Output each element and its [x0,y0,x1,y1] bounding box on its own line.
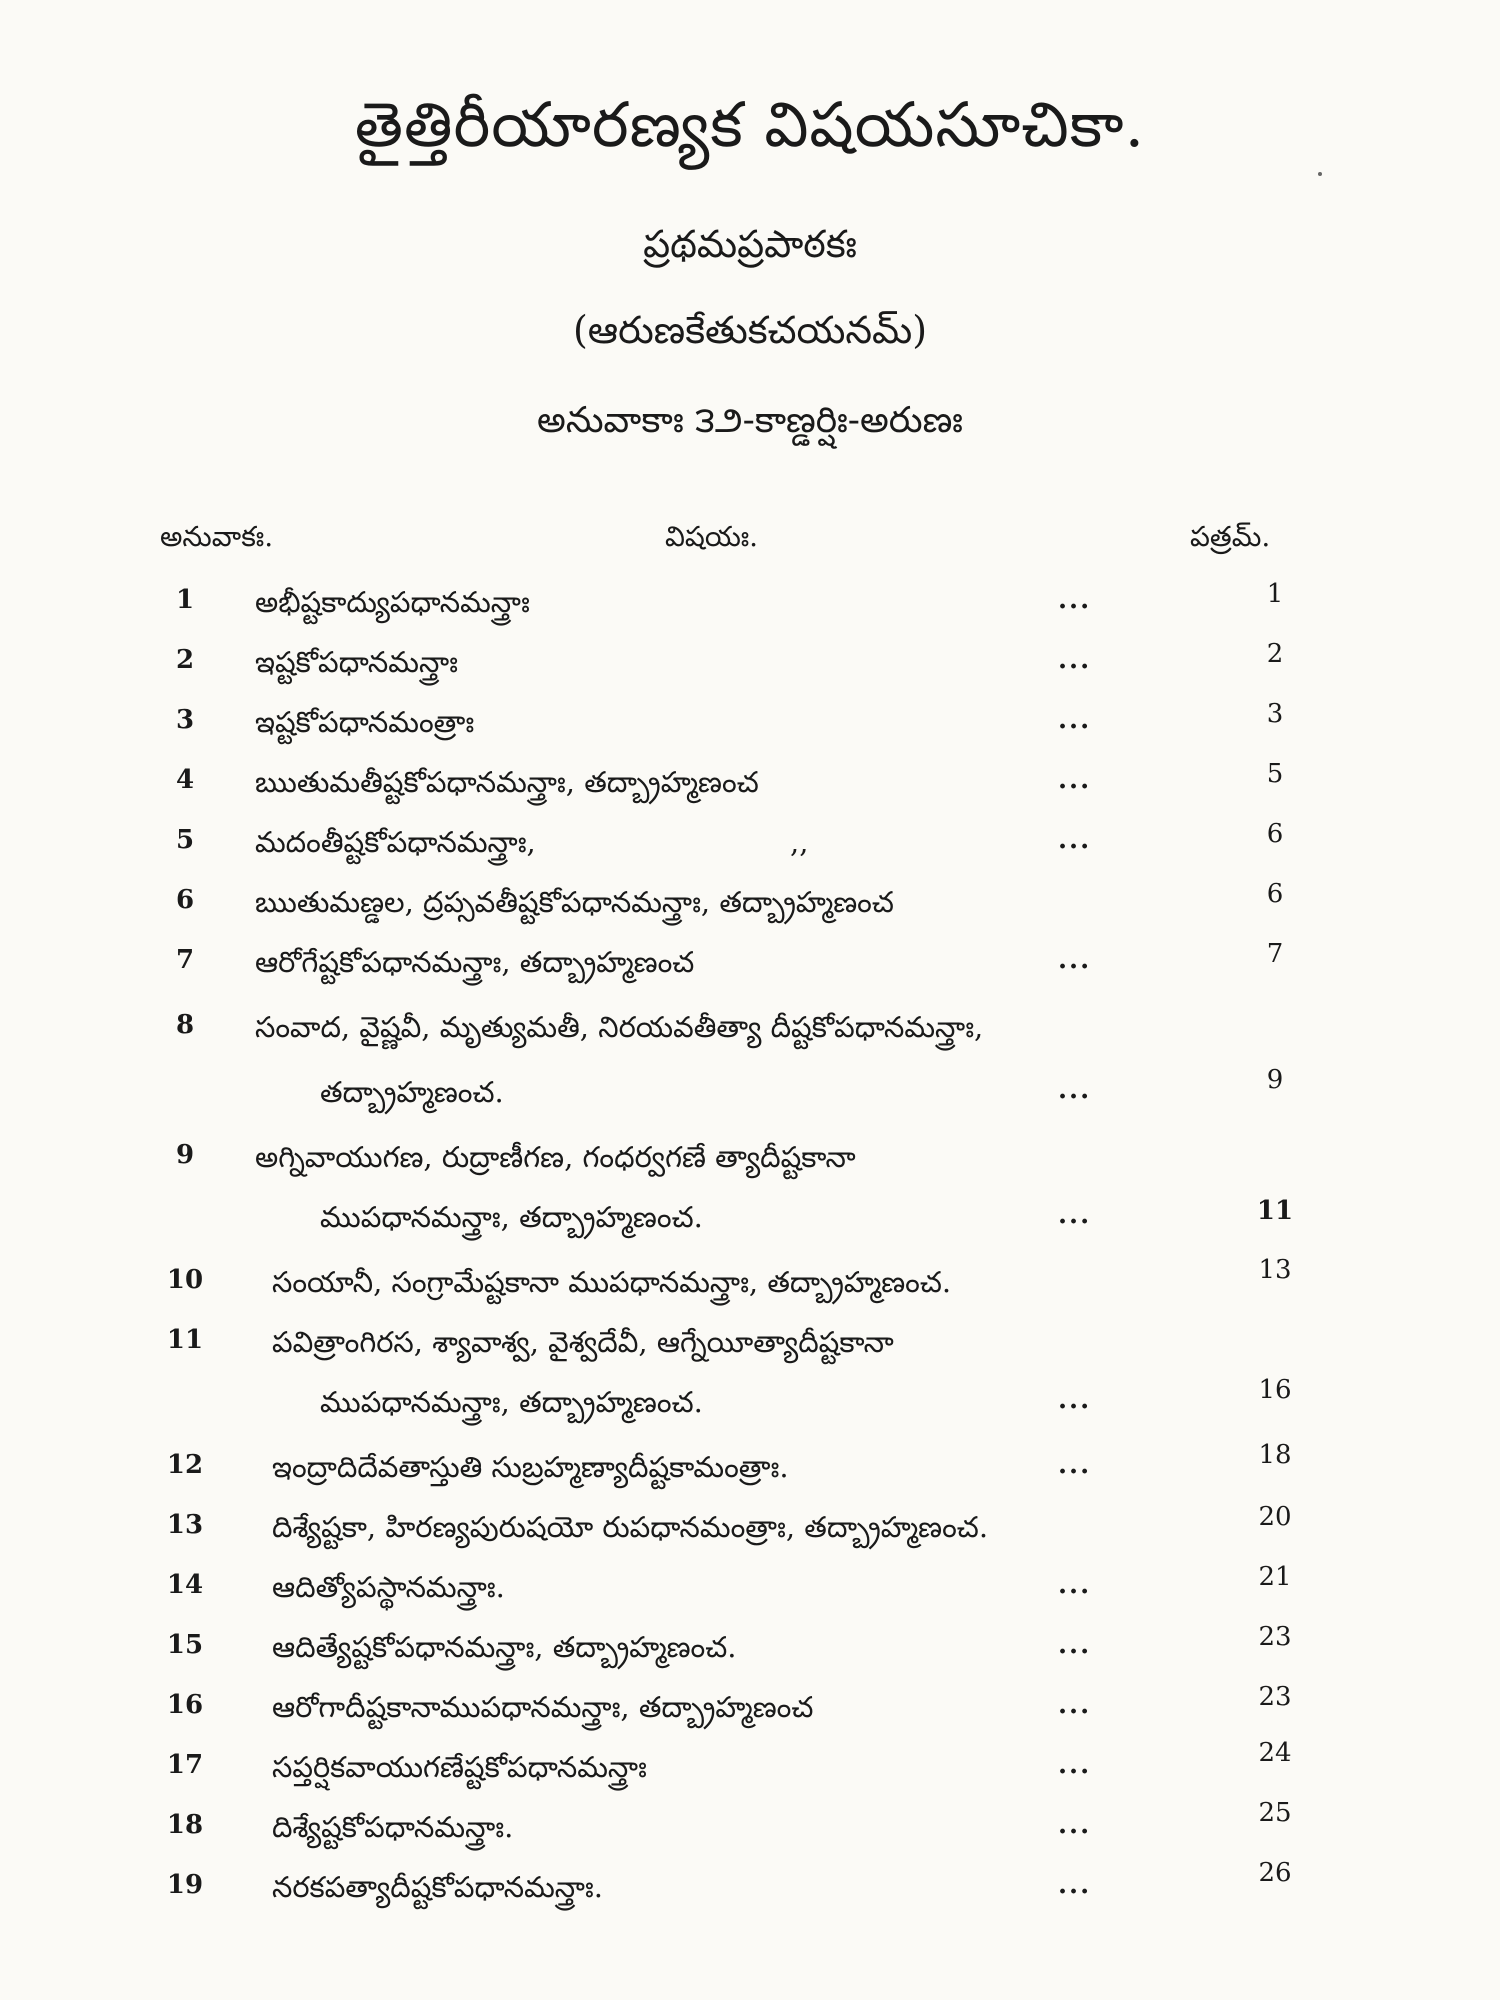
entry-text: ఋతుమతీష్టకోపధానమన్త్రాః, తద్బ్రాహ్మణంచ [255,765,759,799]
anuvaka-number: 5 [175,825,195,855]
entry-text: ఇష్టకోపధానమన్త్రాః [255,645,458,679]
leader-dots: ... [1058,705,1092,735]
page-number: 16 [1258,1375,1292,1405]
entry-text: ఆదిత్యోపస్థానమన్త్రాః. [272,1570,505,1604]
leader-dots: ... [1058,1810,1092,1840]
table-row [0,579,1500,641]
entry-text: ఇంద్రాదిదేవతాస్తుతి సుబ్రహ్మణ్యాదీష్టకామంత్రాః. [272,1450,789,1484]
table-row [0,1622,1500,1686]
entry-text: అభీష్టకాద్యుపధానమన్త్రాః [255,585,530,619]
anuvaka-number: 17 [166,1750,204,1780]
column-header-anuvaka: అనువాకః. [160,520,274,553]
anuvaka-number: 3 [175,705,195,735]
page-number: 24 [1258,1738,1292,1768]
table-row-continuation [0,1065,1500,1131]
entry-text: పవిత్రాంగిరస, శ్యావాశ్వ, వైశ్వదేవీ, ఆగ్నేయీత్యాదీష్టకానా [272,1325,894,1359]
anuvaka-number: 12 [166,1450,204,1480]
leader-dots: ... [1058,765,1092,795]
anuvaka-number: 6 [175,885,195,915]
entry-text: అగ్నివాయుగణ, రుద్రాణీగణ, గంధర్వగణే త్యాదీష్టకానా [255,1140,856,1174]
anuvaka-summary: అనువాకాః ౩౨-కాణ్డర్షిః-అరుణః [537,400,963,441]
entry-text: సంయానీ, సంగ్రామేష్టకానా ముపధానమన్త్రాః, తద్బ్రాహ్మణంచ. [272,1265,952,1299]
table-row [0,639,1500,701]
print-speck [1318,172,1322,176]
table-row [0,1010,1500,1066]
anuvaka-number: 19 [166,1870,204,1900]
leader-dots: ... [1058,1450,1092,1480]
page-number: 6 [1266,819,1284,849]
entry-text: ఇష్టకోపధానమంత్రాః [255,705,475,739]
page-number: 21 [1258,1562,1292,1592]
anuvaka-number: 13 [166,1510,204,1540]
column-header-vishaya: విషయః. [665,520,759,553]
table-row-continuation [0,1196,1500,1256]
page-number: 18 [1258,1440,1292,1470]
leader-dots: ... [1058,1630,1092,1660]
table-row [0,1325,1500,1381]
page-number: 13 [1258,1255,1292,1285]
page-number: 3 [1266,699,1284,729]
ditto-mark: ,, [790,825,809,859]
page-number: 2 [1266,639,1284,669]
page-number: 9 [1266,1065,1284,1095]
page-number: 7 [1266,939,1284,969]
page-number: 25 [1258,1798,1292,1828]
entry-text-continuation: తద్బ్రాహ్మణంచ. [320,1075,504,1109]
entry-text-continuation: ముపధానమన్త్రాః, తద్బ్రాహ్మణంచ. [320,1200,703,1234]
leader-dots: ... [1058,1690,1092,1720]
entry-text: దిశ్యేష్టకోపధానమన్త్రాః. [272,1810,514,1844]
chayana-heading: (ఆరుణకేతుకచయనమ్) [572,308,928,352]
table-row [0,819,1500,881]
anuvaka-number: 16 [166,1690,204,1720]
entry-text: సంవాద, వైష్ణవీ, మృత్యుమతీ, నిరయవతీత్యా దీష్టకోపధానమన్త్రాః, [255,1010,984,1044]
table-row [0,1140,1500,1196]
anuvaka-number: 8 [175,1010,195,1040]
anuvaka-number: 11 [166,1325,204,1355]
entry-text: ఆరోగాదీష్టకానాముపధానమన్త్రాః, తద్బ్రాహ్మణంచ [272,1690,814,1724]
anuvaka-number: 1 [175,585,195,615]
anuvaka-number: 9 [175,1140,195,1170]
table-row [0,939,1500,1001]
table-row [0,1502,1500,1566]
leader-dots: ... [1058,825,1092,855]
entry-text: ఆదిత్యేష్టకోపధానమన్త్రాః, తద్బ్రాహ్మణంచ. [272,1630,737,1664]
entry-text: మదంతీష్టకోపధానమన్త్రాః, [255,825,536,859]
column-header-patram: పత్రమ్. [1190,520,1271,553]
anuvaka-number: 14 [166,1570,204,1600]
leader-dots: ... [1058,1750,1092,1780]
anuvaka-number: 10 [166,1265,204,1295]
anuvaka-number: 2 [175,645,195,675]
table-row [0,1858,1500,1926]
anuvaka-number: 18 [166,1810,204,1840]
entry-text: ఆరోగేష్టకోపధానమన్త్రాః, తద్బ్రాహ్మణంచ [255,945,695,979]
table-row [0,759,1500,821]
entry-text-continuation: ముపధానమన్త్రాః, తద్బ్రాహ్మణంచ. [320,1385,703,1419]
entry-text: ఋతుమణ్డల, ద్రప్సవతీష్టకోపధానమన్త్రాః, తద్బ్రాహ్మణంచ [255,885,894,919]
anuvaka-number: 7 [175,945,195,975]
page-number: 20 [1258,1502,1292,1532]
leader-dots: ... [1058,1570,1092,1600]
anuvaka-number: 15 [166,1630,204,1660]
page-number: 23 [1258,1622,1292,1652]
page-number: 11 [1256,1196,1294,1226]
leader-dots: ... [1058,645,1092,675]
anuvaka-number: 4 [175,765,195,795]
prapathaka-heading: ప్రథమప్రపాఠకః [643,222,857,266]
table-row [0,699,1500,761]
entry-text: నరకపత్యాదీష్టకోపధానమన్త్రాః. [272,1870,603,1904]
page-title: తైత్తిరీయారణ్యక విషయసూచికా. [354,88,1146,161]
entry-text: సప్తర్షికవాయుగణేష్టకోపధానమన్త్రాః [272,1750,647,1784]
leader-dots: ... [1058,1385,1092,1415]
leader-dots: ... [1058,945,1092,975]
entry-text: దిశ్యేష్టకా, హిరణ్యపురుషయో రుపధానమంత్రాః, తద్బ్రాహ్మణంచ. [272,1510,989,1544]
page-number: 23 [1258,1682,1292,1712]
leader-dots: ... [1058,1075,1092,1105]
table-row [0,1440,1500,1506]
table-row [0,1255,1500,1321]
leader-dots: ... [1058,1870,1092,1900]
page-number: 6 [1266,879,1284,909]
page-number: 5 [1266,759,1284,789]
leader-dots: ... [1058,585,1092,615]
page-number: 26 [1258,1858,1292,1888]
table-row-continuation [0,1375,1500,1441]
table-row [0,879,1500,941]
table-row [0,1562,1500,1626]
leader-dots: ... [1058,1200,1092,1230]
page-number: 1 [1266,579,1284,609]
